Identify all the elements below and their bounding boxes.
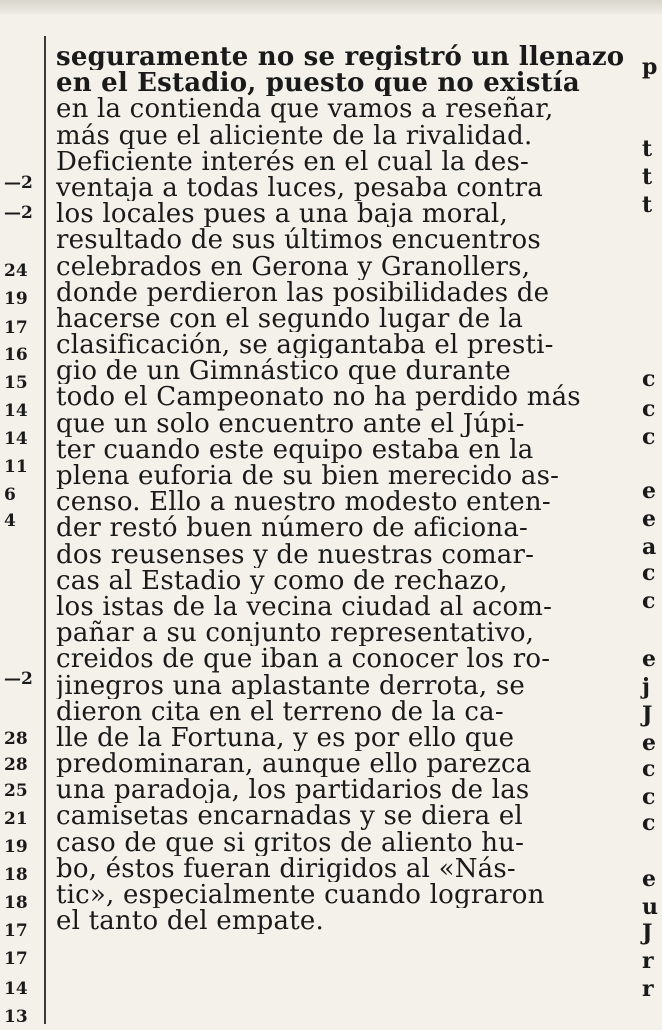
article-line: censo. Ello a nuestro modesto enten- — [56, 489, 551, 516]
left-number: 11 — [4, 457, 28, 477]
right-fragment: c — [642, 756, 656, 782]
left-number: 28 — [4, 729, 28, 749]
left-number: 16 — [4, 345, 28, 365]
article-line: ventaja a todas luces, pesaba contra — [56, 174, 543, 202]
article-line: todo el Campeonato no ha perdido más — [56, 384, 581, 411]
left-number: 6 — [4, 485, 16, 505]
right-fragment: r — [642, 976, 654, 1002]
article-line: predominaran, aunque ello parezca — [56, 751, 532, 778]
article-line: tic», especialmente cuando lograron — [56, 882, 545, 909]
right-fragment: a — [642, 534, 657, 560]
column-rule — [44, 36, 46, 1024]
right-fragment: c — [642, 588, 656, 614]
left-number: 24 — [4, 261, 28, 281]
article-line: resultado de sus últimos encuentros — [56, 227, 541, 254]
left-number: 14 — [4, 979, 28, 999]
left-number: —2 — [4, 669, 33, 689]
article-body — [56, 44, 636, 934]
right-fragment: e — [642, 478, 656, 504]
article-line: bo, éstos fueran dirigidos al «Nás- — [56, 855, 516, 882]
left-number: 17 — [4, 949, 28, 969]
right-fragment: t — [642, 192, 653, 218]
page-top-strip — [0, 0, 662, 14]
left-number: —2 — [4, 203, 33, 223]
article-line: gio de un Gimnástico que durante — [56, 358, 511, 385]
left-number: 17 — [4, 921, 28, 941]
right-column-fragments — [640, 40, 662, 1024]
right-fragment: c — [642, 424, 656, 450]
article-line: pañar a su conjunto representativo, — [56, 620, 535, 647]
right-fragment: c — [642, 810, 656, 836]
left-number: 25 — [4, 781, 28, 801]
article-line: los istas de la vecina ciudad al acom- — [56, 593, 553, 621]
left-number: 18 — [4, 865, 28, 885]
left-number: 17 — [4, 318, 28, 338]
left-number: 4 — [4, 511, 16, 531]
article-line: hacerse con el segundo lugar de la — [56, 305, 524, 333]
article-line: caso de que si gritos de aliento hu- — [56, 829, 525, 856]
left-column-numbers — [0, 170, 42, 1027]
right-fragment: J — [642, 702, 653, 728]
right-fragment: e — [642, 506, 656, 532]
article-line: ter cuando este equipo estaba en la — [56, 436, 534, 463]
right-fragment: t — [642, 136, 653, 162]
left-number: 28 — [4, 755, 28, 775]
article-line: celebrados en Gerona y Granollers, — [56, 253, 531, 280]
right-fragment: J — [642, 920, 653, 946]
right-fragment: j — [642, 674, 650, 700]
article-line: el tanto del empate. — [56, 908, 324, 935]
article-line: en el Estadio, puesto que no existía — [56, 70, 580, 97]
article-line: en la contienda que vamos a reseñar, — [56, 96, 554, 123]
article-line: der restó buen número de aficiona- — [56, 515, 529, 542]
left-number: 14 — [4, 401, 28, 421]
article-line: creidos de que iban a conocer los ro- — [56, 646, 551, 673]
right-fragment: c — [642, 396, 656, 422]
article-line: seguramente no se registró un llenazo — [56, 44, 625, 71]
right-fragment: c — [642, 366, 656, 392]
article-line: dieron cita en el terreno de la ca- — [56, 698, 504, 725]
left-number: 19 — [4, 837, 28, 857]
article-line: los locales pues a una baja moral, — [56, 201, 508, 228]
right-fragment: r — [642, 948, 654, 974]
article-line: más que el aliciente de la rivalidad. — [56, 122, 533, 149]
left-number: 18 — [4, 893, 28, 913]
right-fragment: c — [642, 560, 656, 586]
article-line: Deficiente interés en el cual la des- — [56, 148, 529, 175]
left-number: —2 — [4, 173, 33, 193]
right-fragment: u — [642, 894, 658, 920]
article-line: dos reusenses y de nuestras comar- — [56, 541, 535, 568]
article-line: que un solo encuentro ante el Júpi- — [56, 410, 525, 437]
left-number: 14 — [4, 429, 28, 449]
article-line: cas al Estadio y como de rechazo, — [56, 567, 508, 594]
article-line: jinegros una aplastante derrota, se — [56, 672, 525, 699]
right-fragment: t — [642, 164, 653, 190]
left-number: 13 — [4, 1007, 28, 1027]
right-fragment: p — [642, 54, 658, 80]
left-number: 15 — [4, 373, 28, 393]
right-fragment: c — [642, 784, 656, 810]
article-line: lle de la Fortuna, y es por ello que — [56, 724, 515, 752]
article-line: donde perdieron las posibilidades de — [56, 279, 550, 306]
left-number: 19 — [4, 289, 28, 309]
article-line: clasificación, se agigantaba el presti- — [56, 332, 554, 359]
right-fragment: e — [642, 730, 656, 756]
article-line: camisetas encarnadas y se diera el — [56, 803, 523, 830]
right-fragment: e — [642, 866, 656, 892]
article-line: una paradoja, los partidarios de las — [56, 777, 530, 804]
right-fragment: e — [642, 646, 656, 672]
left-number: 21 — [4, 809, 28, 829]
article-line: plena euforia de su bien merecido as- — [56, 463, 560, 490]
